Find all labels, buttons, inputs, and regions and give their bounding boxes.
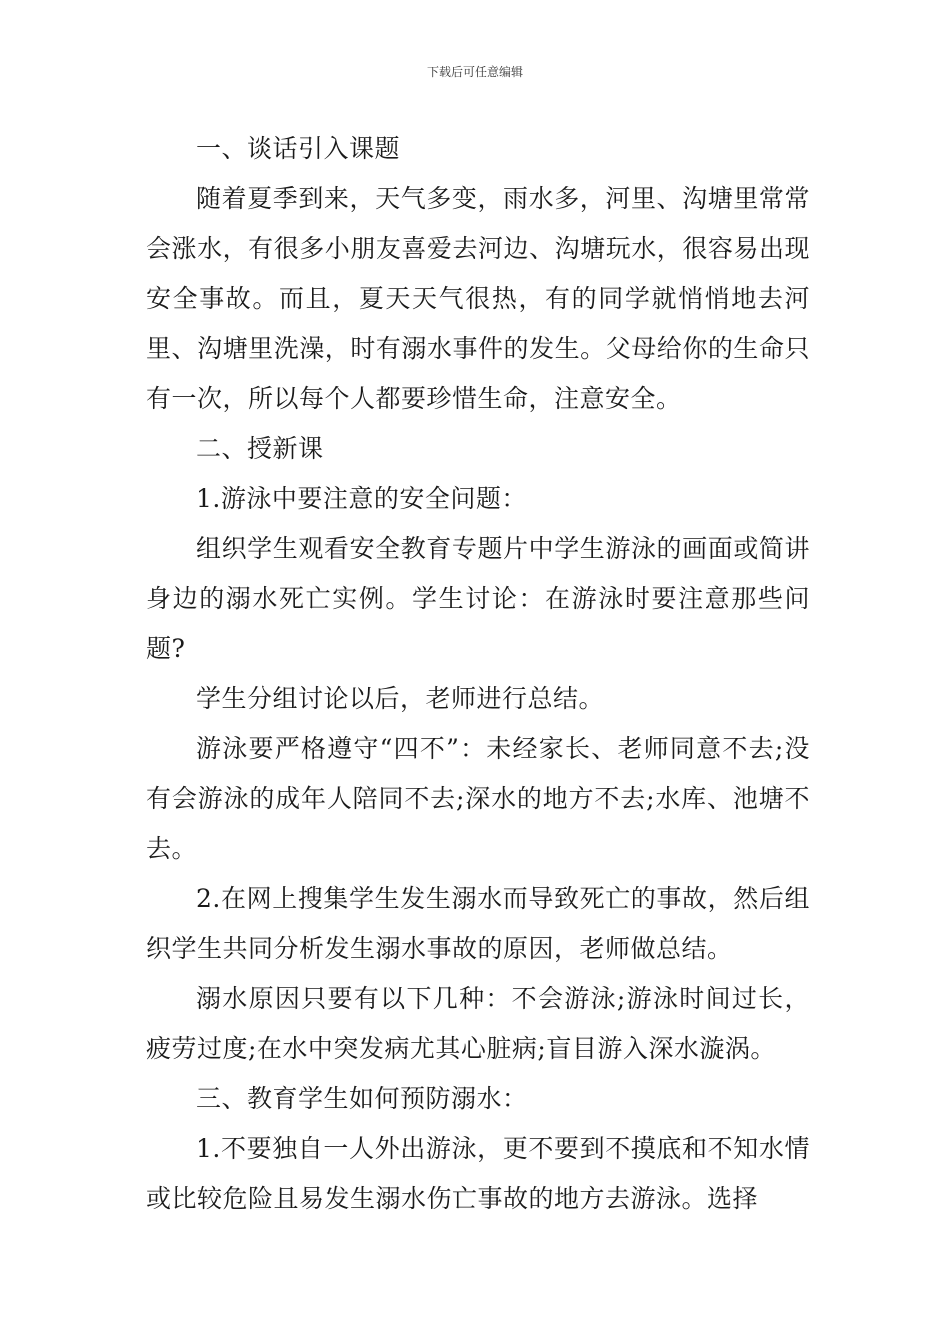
- heading-new-lesson: 二、授新课: [196, 434, 324, 463]
- subheading-swimming-safety: 1.游泳中要注意的安全问题：: [196, 484, 527, 513]
- paragraph-watch-video: 组织学生观看安全教育专题片中学生游泳的画面或简讲身边的溺水死亡实例。学生讨论：在游泳时要注意那些问题?: [146, 534, 810, 663]
- page-header-note: 下载后可任意编辑: [426, 65, 523, 79]
- heading-intro: 一、谈话引入课题: [196, 134, 401, 163]
- paragraph-collect-accidents: 2.在网上搜集学生发生溺水而导致死亡的事故，然后组织学生共同分析发生溺水事故的原因，老师做总结。: [146, 884, 810, 963]
- paragraph-four-nots: 游泳要严格遵守“四不”：未经家长、老师同意不去;没有会游泳的成年人陪同不去;深水的地方不去;水库、池塘不去。: [146, 734, 810, 863]
- paragraph-summer-danger: 随着夏季到来，天气多变，雨水多，河里、沟塘里常常会涨水，有很多小朋友喜爱去河边、沟塘玩水，很容易出现安全事故。而且，夏天天气很热，有的同学就悄悄地去河里、沟塘里洗澡，时有溺水事件的发生。父母给你的生命只有一次，所以每个人都要珍惜生命，注意安全。: [146, 184, 810, 413]
- paragraph-drowning-causes: 溺水原因只要有以下几种：不会游泳;游泳时间过长，疲劳过度;在水中突发病尤其心脏病;盲目游入深水漩涡。: [146, 984, 810, 1063]
- heading-prevention: 三、教育学生如何预防溺水：: [196, 1084, 528, 1113]
- paragraph-prevention-1: 1.不要独自一人外出游泳，更不要到不摸底和不知水情或比较危险且易发生溺水伤亡事故的地方去游泳。选择: [146, 1134, 810, 1213]
- document-body: [146, 124, 810, 1224]
- paragraph-group-discussion: 学生分组讨论以后，老师进行总结。: [196, 684, 605, 713]
